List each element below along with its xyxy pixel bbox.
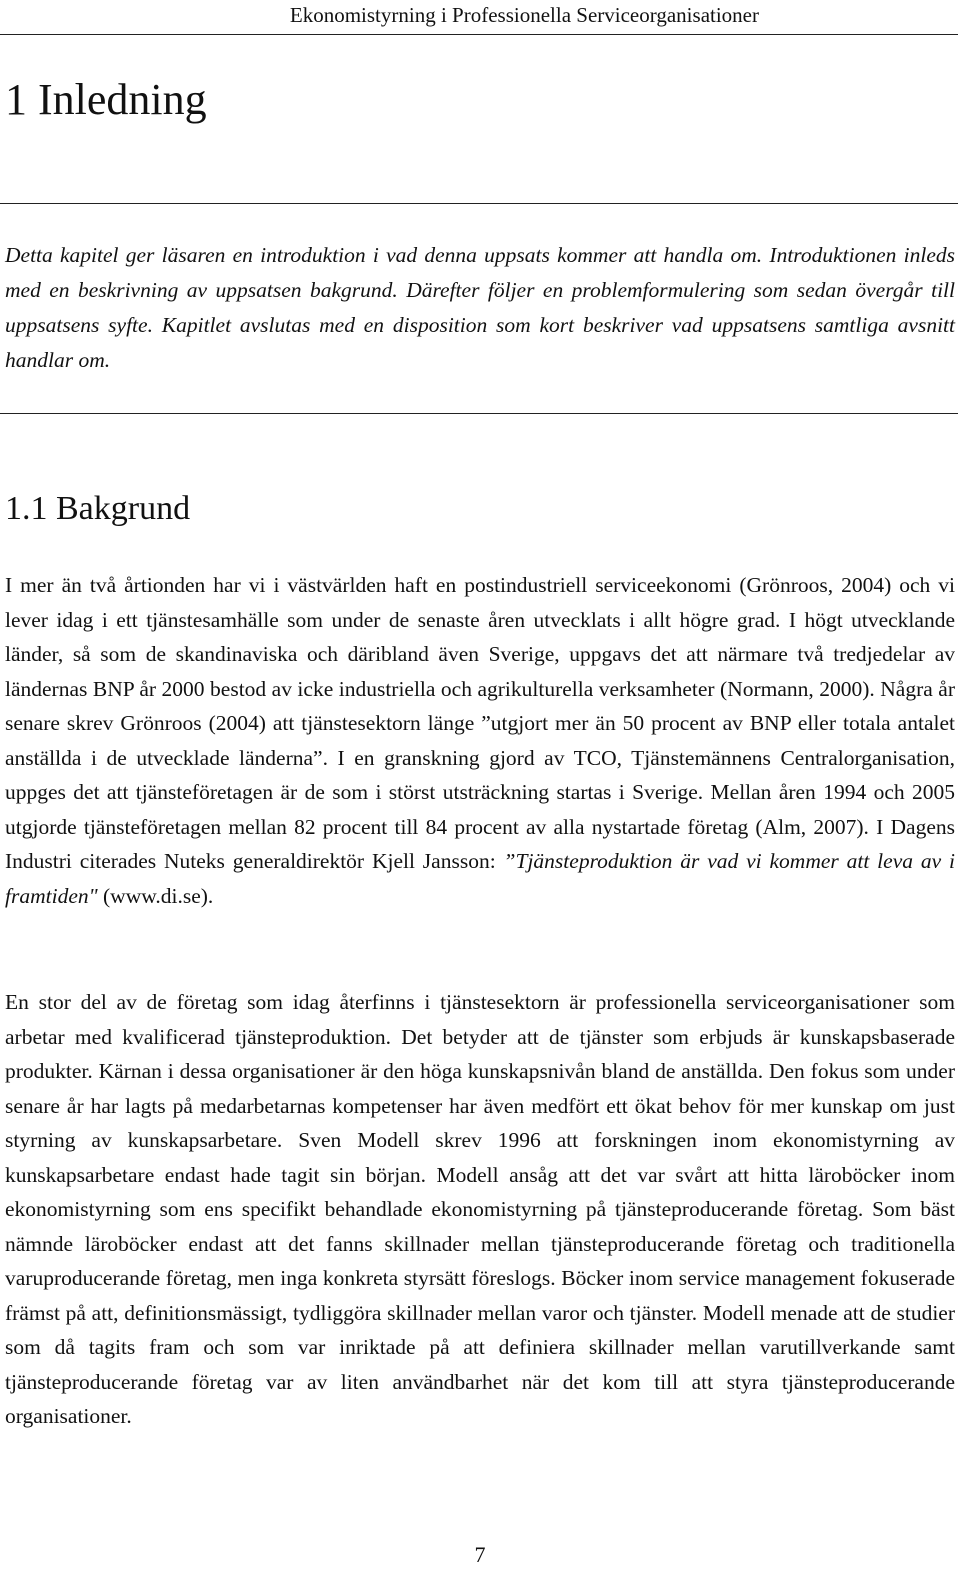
section-title: 1.1 Bakgrund	[5, 490, 191, 527]
running-header: Ekonomistyrning i Professionella Serviceorganisationer	[289, 3, 759, 27]
chapter-title: 1 Inledning	[5, 75, 207, 124]
chapter-intro: Detta kapitel ger läsaren en introduktion i vad denna uppsats kommer att handla om. Introduktionen inleds med en beskrivning av uppsatsen bakgrund. Därefter följer en problemformulering som sedan övergår till uppsatsens syfte. Kapitlet avslutas med en disposition som kort beskriver vad uppsatsens samtliga avsnitt handlar om.	[5, 243, 955, 372]
page-number: 7	[474, 1542, 486, 1567]
header-divider	[0, 34, 958, 35]
intro-top-divider	[0, 203, 958, 204]
paragraph-1-source: (www.di.se).	[97, 883, 214, 908]
paragraph-1	[5, 568, 955, 913]
paragraph-1-text: I mer än två årtionden har vi i västvärlden haft en postindustriell serviceekonomi (Grönroos, 2004) och vi lever idag i ett tjänstesamhälle som under de senaste åren utvecklats i allt högre grad. I högt utvecklande länder, så som de skandinaviska och däribland även Sverige, uppgavs det att närmare två tredjedelar av ländernas BNP år 2000 bestod av icke industriella och agrikulturella verksamheter (Normann, 2000). Några år senare skrev Grönroos (2004) att tjänstesektorn länge ”utgjort mer än 50 procent av BNP eller totala antalet anställda i de utvecklade länderna”. I en granskning gjord av TCO, Tjänstemännens Centralorganisation, uppges det att tjänsteföretagen är de som i störst utsträckning startas i Sverige. Mellan åren 1994 och 2005 utgjorde tjänsteföretagen mellan 82 procent till 84 procent av alla nystartade företag (Alm, 2007). I Dagens Industri citerades Nuteks generaldirektör Kjell Jansson:	[5, 573, 955, 873]
intro-bottom-divider	[0, 413, 958, 414]
paragraph-1-quote: ”Tjänsteproduktion är vad vi kommer att leva av i framtiden"	[5, 849, 955, 908]
paragraph-2: En stor del av de företag som idag återfinns i tjänstesektorn är professionella serviceorganisationer som arbetar med kvalificerad tjänsteproduktion. Det betyder att de tjänster som erbjuds är kunskapsbaserade produkter. Kärnan i dessa organisationer är den höga kunskapsnivån bland de anställda. Den fokus som under senare år har lagts på medarbetarnas kompetenser har även medfört ett ökat behov för mer kunskap om just styrning av kunskapsarbetare. Sven Modell skrev 1996 att forskningen inom ekonomistyrning av kunskapsarbetare endast hade tagit sin början. Modell ansåg att det var svårt att hitta läroböcker inom ekonomistyrning som ens specifikt behandlade ekonomistyrning på tjänsteproducerande företag. Som bäst nämnde läroböcker endast att det fanns skillnader mellan tjänsteproducerande företag och traditionella varuproducerande företag, men inga konkreta styrsätt föreslogs. Böcker inom service management fokuserade främst på att, definitionsmässigt, tydliggöra skillnader mellan varor och tjänster. Modell menade att de studier som då tagits fram och som var inriktade på att definiera skillnader mellan varutillverkande samt tjänsteproducerande företag var av liten användbarhet när det kom till att styra tjänsteproducerande organisationer.	[5, 990, 955, 1428]
